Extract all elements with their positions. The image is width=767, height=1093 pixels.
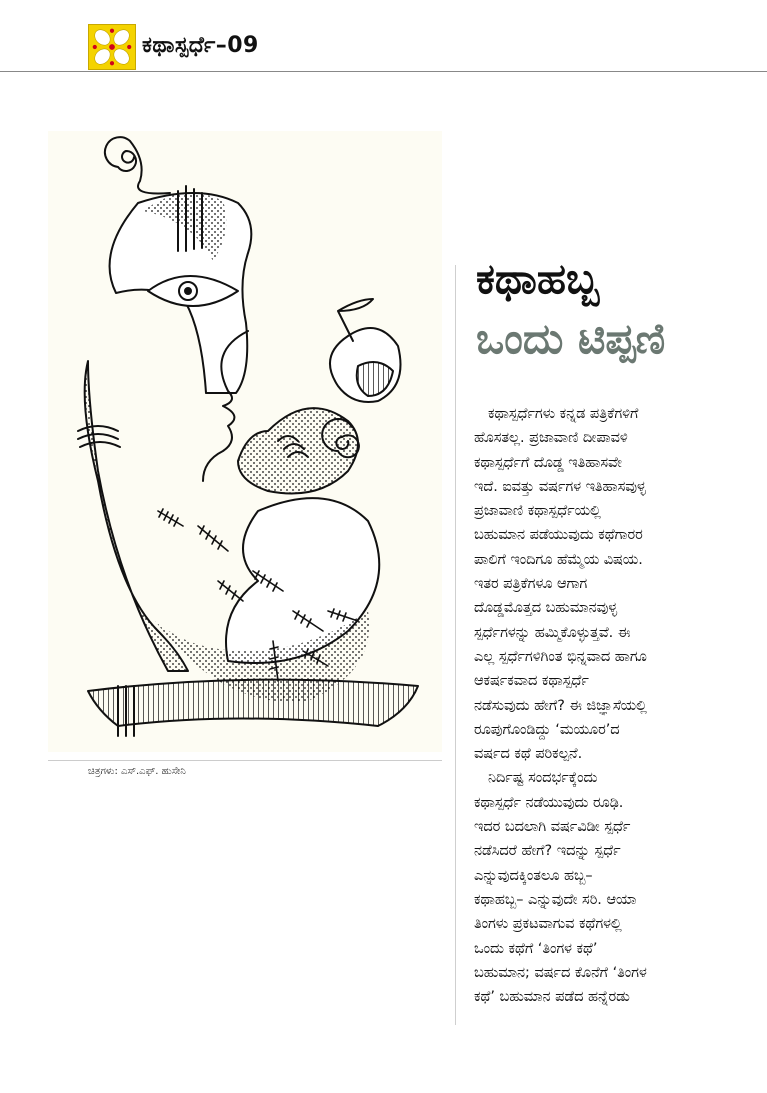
body-line: ಕಥಾಸ್ಪರ್ಧೆಗಳು ಕನ್ನಡ ಪತ್ರಿಕೆಗಳಿಗೆ bbox=[488, 406, 639, 422]
illustration-credit: ಚಿತ್ರಗಳು: ಎಸ್.ಎಫ್. ಹುಸೇನಿ bbox=[88, 766, 186, 777]
body-line: ದೊಡ್ಡಮೊತ್ತದ ಬಹುಮಾನವುಳ್ಳ bbox=[474, 600, 618, 617]
series-title: ಕಥಾಸ್ಪರ್ಧೆ–09 bbox=[142, 33, 259, 58]
credit-divider bbox=[48, 760, 442, 761]
column-divider bbox=[455, 265, 456, 1025]
body-line: ನಡೆಸಿದರೆ ಹೇಗೆ? ಇದನ್ನು ಸ್ಪರ್ಧೆ bbox=[474, 843, 621, 860]
body-line: ಎಲ್ಲ ಸ್ಪರ್ಧೆಗಳಿಗಿಂತ ಭಿನ್ನವಾದ ಹಾಗೂ bbox=[474, 648, 647, 665]
body-line: ಆಕರ್ಷಕವಾದ ಕಥಾಸ್ಪರ್ಧೆ bbox=[474, 673, 589, 690]
body-line: ಕಥಾಸ್ಪರ್ಧೆಗೆ ದೊಡ್ಡ ಇತಿಹಾಸವೇ bbox=[474, 454, 622, 471]
body-line: ತಿಂಗಳು ಪ್ರಕಟವಾಗುವ ಕಥೆಗಳಲ್ಲಿ bbox=[474, 916, 622, 933]
body-line: ವರ್ಷದ ಕಥೆ ಪರಿಕಲ್ಪನೆ. bbox=[474, 746, 583, 763]
body-line: ಕಥಾಹಬ್ಬ– ಎನ್ನುವುದೇ ಸರಿ. ಆಯಾ bbox=[474, 891, 637, 908]
body-line: ಇದೆ. ಐವತ್ತು ವರ್ಷಗಳ ಇತಿಹಾಸವುಳ್ಳ bbox=[474, 478, 646, 495]
body-line: ಪಾಲಿಗೆ ಇಂದಿಗೂ ಹೆಮ್ಮೆಯ ವಿಷಯ. bbox=[474, 551, 643, 568]
body-line: ಕಥೆ’ ಬಹುಮಾನ ಪಡೆದ ಹನ್ನೆರಡು bbox=[474, 989, 630, 1006]
body-line: ಬಹುಮಾನ ಪಡೆಯುವುದು ಕಥೆಗಾರರ bbox=[474, 527, 643, 544]
flower-logo-icon bbox=[88, 24, 136, 70]
header-divider bbox=[0, 71, 767, 72]
article-subtitle: ಒಂದು ಟಿಪ್ಪಣಿ bbox=[476, 314, 666, 363]
page-header bbox=[0, 0, 767, 72]
body-line: ನಿರ್ದಿಷ್ಟ ಸಂದರ್ಭಕ್ಕೆಂದು bbox=[488, 770, 598, 787]
body-line: ರೂಪುಗೊಂಡಿದ್ದು ‘ಮಯೂರ’ದ bbox=[474, 721, 620, 738]
article-body bbox=[474, 402, 726, 1009]
body-line: ಹೊಸತಲ್ಲ. ಪ್ರಜಾವಾಣಿ ದೀಪಾವಳಿ bbox=[474, 430, 628, 447]
body-line: ಬಹುಮಾನ; ವರ್ಷದ ಕೊನೆಗೆ ‘ತಿಂಗಳ bbox=[474, 964, 647, 981]
body-line: ಪ್ರಜಾವಾಣಿ ಕಥಾಸ್ಪರ್ಧೆಯಲ್ಲಿ bbox=[474, 503, 601, 520]
body-line: ಕಥಾಸ್ಪರ್ಧೆ ನಡೆಯುವುದು ರೂಢಿ. bbox=[474, 794, 624, 811]
body-line: ನಡೆಸುವುದು ಹೇಗೆ? ಈ ಜಿಜ್ಞಾಸೆಯಲ್ಲಿ bbox=[474, 697, 647, 714]
body-line: ಇತರ ಪತ್ರಿಕೆಗಳೂ ಆಗಾಗ bbox=[474, 576, 588, 593]
line-art-illustration bbox=[48, 131, 442, 752]
body-line: ಇದರ ಬದಲಾಗಿ ವರ್ಷವಿಡೀ ಸ್ಪರ್ಧೆ bbox=[474, 819, 631, 836]
body-line: ಸ್ಪರ್ಧೆಗಳನ್ನು ಹಮ್ಮಿಕೊಳ್ಳುತ್ತವೆ. ಈ bbox=[474, 624, 631, 641]
body-line: ಎನ್ನುವುದಕ್ಕಿಂತಲೂ ಹಬ್ಬ– bbox=[474, 867, 593, 884]
body-line: ಒಂದು ಕಥೆಗೆ ‘ತಿಂಗಳ ಕಥೆ’ bbox=[474, 940, 598, 957]
article-title: ಕಥಾಹಬ್ಬ bbox=[476, 254, 600, 303]
